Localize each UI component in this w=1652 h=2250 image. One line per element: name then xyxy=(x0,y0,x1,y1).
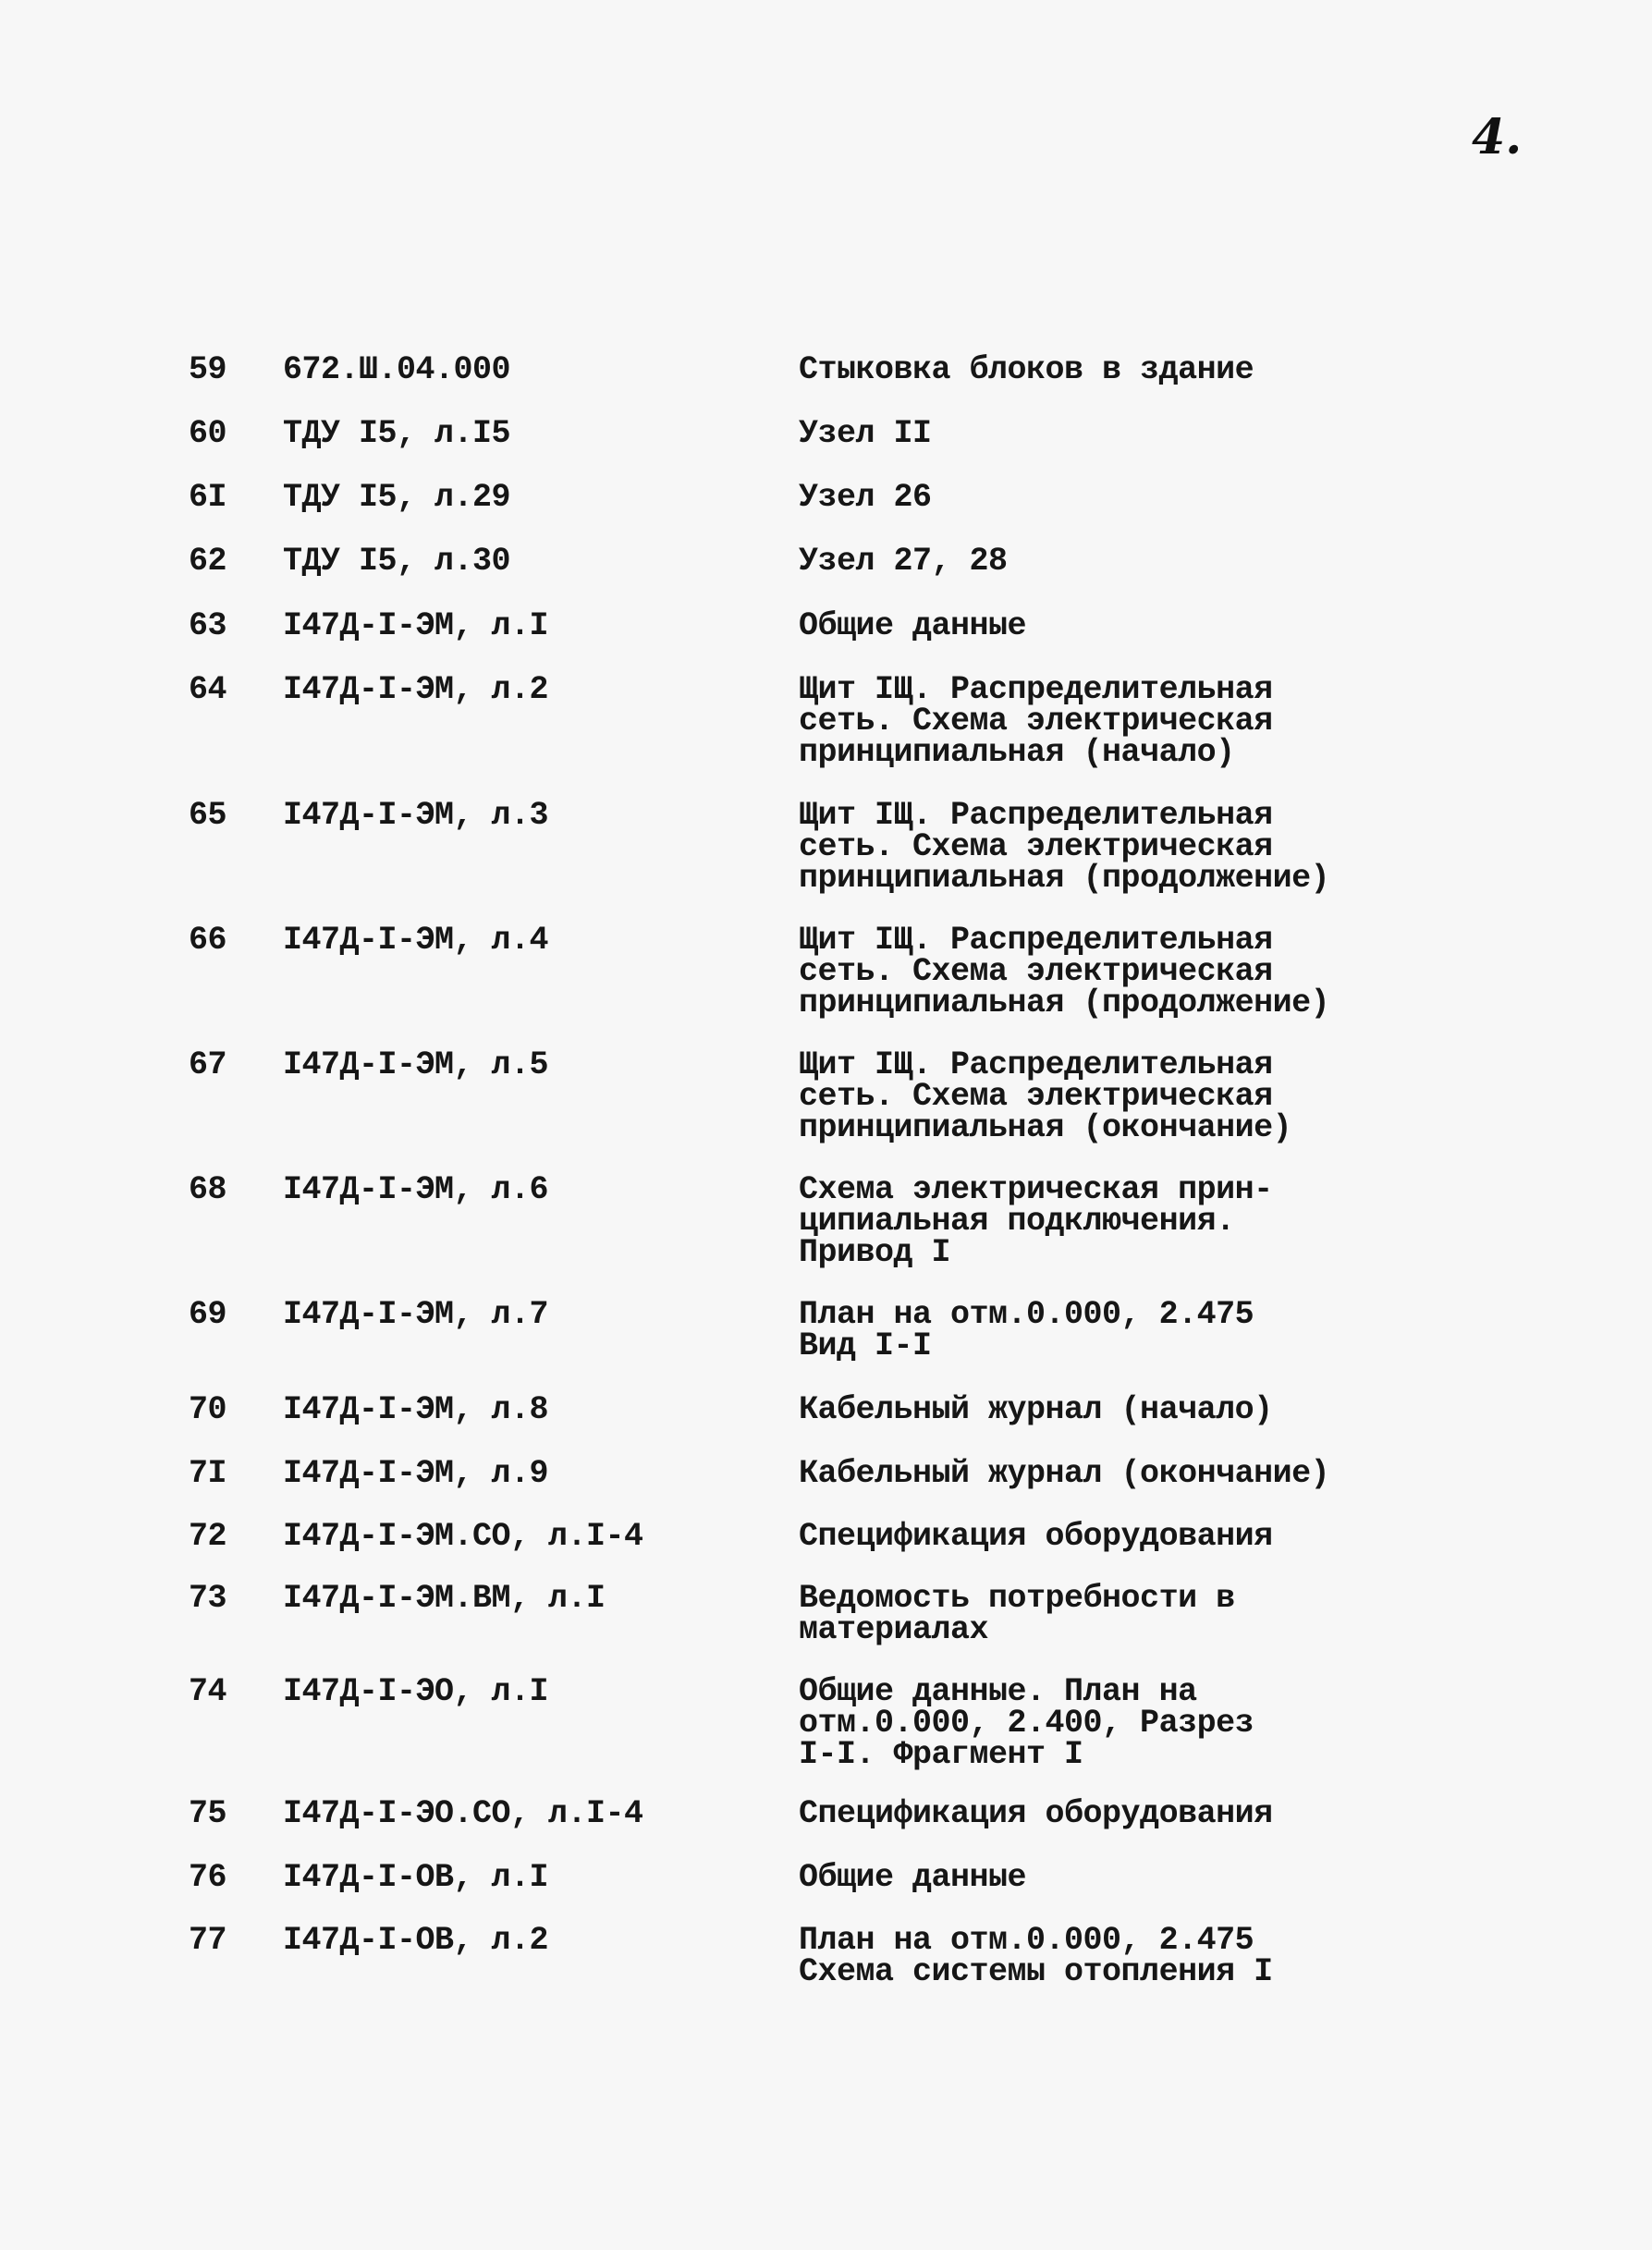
document-description xyxy=(799,1391,1273,1428)
description-line: Щит IЩ. Распределительная xyxy=(799,797,1273,834)
document-description xyxy=(799,415,932,452)
document-description xyxy=(799,1580,1235,1648)
document-description xyxy=(799,797,1330,897)
document-code: I47Д-I-ЭМ, л.5 xyxy=(283,1046,549,1083)
description-line: принципиальная (окончание) xyxy=(799,1109,1292,1146)
document-code: ТДУ I5, л.30 xyxy=(283,543,511,580)
item-number: 72 xyxy=(189,1518,227,1555)
description-line: Кабельный журнал (начало) xyxy=(799,1391,1273,1428)
description-line: Общие данные xyxy=(799,1859,1027,1896)
item-number: 67 xyxy=(189,1046,227,1083)
item-number: 65 xyxy=(189,797,227,834)
document-code: 672.Ш.04.000 xyxy=(283,351,511,388)
description-line: Стыковка блоков в здание xyxy=(799,351,1254,388)
description-line: Спецификация оборудования xyxy=(799,1518,1273,1555)
description-line: Щит IЩ. Распределительная xyxy=(799,922,1273,959)
document-description xyxy=(799,671,1273,771)
description-line: сеть. Схема электрическая xyxy=(799,828,1273,865)
item-number: 7I xyxy=(189,1455,227,1492)
document-description xyxy=(799,1296,1254,1364)
description-line: План на отм.0.000, 2.475 xyxy=(799,1296,1254,1333)
document-description xyxy=(799,607,1027,644)
document-code: I47Д-I-ОВ, л.I xyxy=(283,1859,549,1896)
item-number: 68 xyxy=(189,1171,227,1208)
document-code: I47Д-I-ЭМ, л.8 xyxy=(283,1391,549,1428)
document-description xyxy=(799,351,1254,388)
description-line: Привод I xyxy=(799,1234,951,1271)
document-description xyxy=(799,1922,1273,1990)
description-line: материалах xyxy=(799,1611,989,1648)
description-line: ципиальная подключения. xyxy=(799,1203,1235,1240)
document-code: I47Д-I-ЭМ, л.9 xyxy=(283,1455,549,1492)
item-number: 75 xyxy=(189,1795,227,1832)
description-line: План на отм.0.000, 2.475 xyxy=(799,1922,1254,1959)
document-code: I47Д-I-ЭМ, л.4 xyxy=(283,922,549,959)
item-number: 66 xyxy=(189,922,227,959)
document-code: I47Д-I-ЭМ.СО, л.I-4 xyxy=(283,1518,643,1555)
document-description xyxy=(799,1795,1273,1832)
description-line: принципиальная (продолжение) xyxy=(799,860,1330,897)
description-line: Щит IЩ. Распределительная xyxy=(799,1046,1273,1083)
item-number: 73 xyxy=(189,1580,227,1617)
description-line: Щит IЩ. Распределительная xyxy=(799,671,1273,708)
description-line: I-I. Фрагмент I xyxy=(799,1736,1083,1773)
description-line: Кабельный журнал (окончание) xyxy=(799,1455,1330,1492)
document-description xyxy=(799,1046,1292,1146)
document-description xyxy=(799,1673,1254,1773)
description-line: Узел II xyxy=(799,415,932,452)
document-description xyxy=(799,1518,1273,1555)
document-code: I47Д-I-ЭМ, л.6 xyxy=(283,1171,549,1208)
description-line: Узел 27, 28 xyxy=(799,543,1008,580)
item-number: 76 xyxy=(189,1859,227,1896)
document-code: I47Д-I-ЭМ, л.2 xyxy=(283,671,549,708)
document-code: I47Д-I-ЭМ, л.I xyxy=(283,607,549,644)
description-line: отм.0.000, 2.400, Разрез xyxy=(799,1705,1254,1742)
document-description xyxy=(799,1859,1027,1896)
document-code: I47Д-I-ЭО.СО, л.I-4 xyxy=(283,1795,643,1832)
item-number: 64 xyxy=(189,671,227,708)
item-number: 74 xyxy=(189,1673,227,1710)
description-line: принципиальная (начало) xyxy=(799,734,1235,771)
description-line: Узел 26 xyxy=(799,479,932,516)
description-line: Общие данные. План на xyxy=(799,1673,1197,1710)
description-line: сеть. Схема электрическая xyxy=(799,953,1273,990)
description-line: принципиальная (продолжение) xyxy=(799,984,1330,1021)
description-line: Спецификация оборудования xyxy=(799,1795,1273,1832)
description-line: сеть. Схема электрическая xyxy=(799,703,1273,740)
document-code: ТДУ I5, л.29 xyxy=(283,479,511,516)
item-number: 63 xyxy=(189,607,227,644)
document-description xyxy=(799,1455,1330,1492)
description-line: Ведомость потребности в xyxy=(799,1580,1235,1617)
description-line: Схема электрическая прин- xyxy=(799,1171,1273,1208)
document-code: I47Д-I-ЭМ, л.3 xyxy=(283,797,549,834)
document-code: I47Д-I-ЭМ.ВМ, л.I xyxy=(283,1580,606,1617)
document-description xyxy=(799,479,932,516)
description-line: Схема системы отопления I xyxy=(799,1953,1273,1990)
document-description xyxy=(799,543,1008,580)
document-code: I47Д-I-ОВ, л.2 xyxy=(283,1922,549,1959)
item-number: 69 xyxy=(189,1296,227,1333)
description-line: Общие данные xyxy=(799,607,1027,644)
document-code: ТДУ I5, л.I5 xyxy=(283,415,511,452)
item-number: 60 xyxy=(189,415,227,452)
description-line: сеть. Схема электрическая xyxy=(799,1078,1273,1115)
page-number: 4. xyxy=(1472,109,1523,165)
document-code: I47Д-I-ЭМ, л.7 xyxy=(283,1296,549,1333)
item-number: 70 xyxy=(189,1391,227,1428)
item-number: 77 xyxy=(189,1922,227,1959)
item-number: 6I xyxy=(189,479,227,516)
item-number: 62 xyxy=(189,543,227,580)
document-code: I47Д-I-ЭО, л.I xyxy=(283,1673,549,1710)
document-description xyxy=(799,1171,1273,1271)
document-description xyxy=(799,924,1329,1019)
description-line: Вид I-I xyxy=(799,1327,932,1364)
item-number: 59 xyxy=(189,351,227,388)
